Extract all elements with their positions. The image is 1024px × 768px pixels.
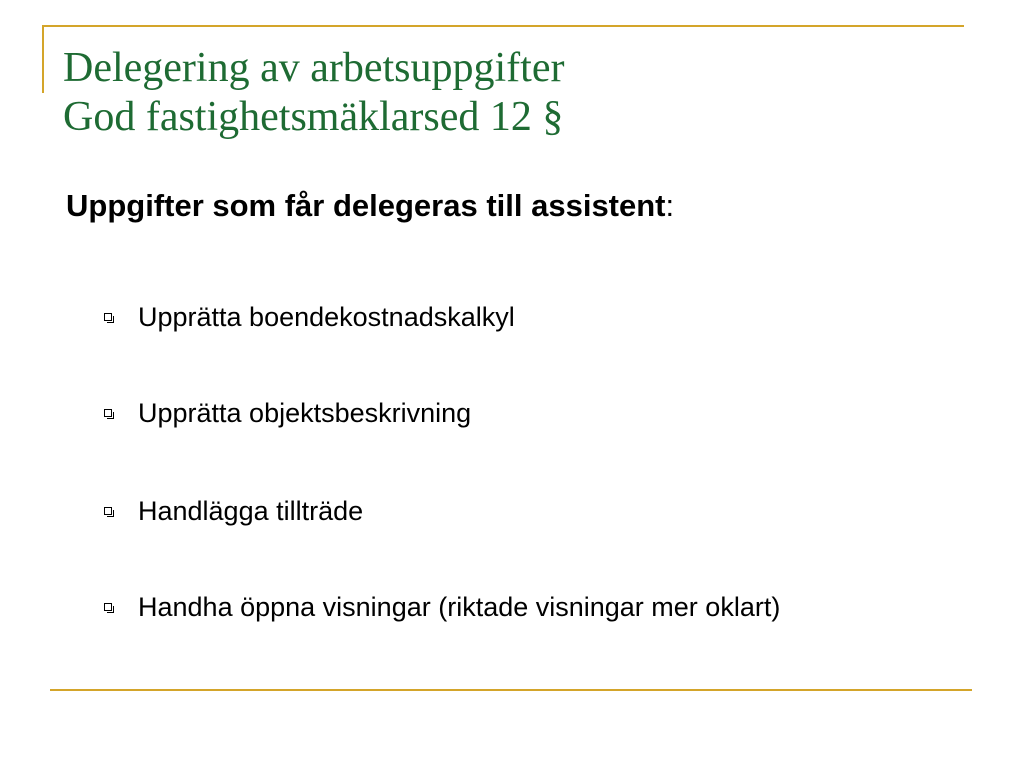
left-accent-rule	[42, 25, 44, 93]
hollow-square-icon	[104, 603, 112, 611]
list-item	[104, 300, 924, 334]
title-line-2: God fastighetsmäklarsed 12 §	[63, 94, 564, 140]
list-item	[104, 590, 924, 624]
bottom-accent-rule	[50, 689, 972, 691]
top-accent-rule	[42, 25, 964, 27]
list-item	[104, 494, 924, 528]
subheading-bold-text: Uppgifter som får delegeras till assistent	[66, 188, 666, 223]
hollow-square-icon	[104, 409, 112, 417]
list-item-text: Handha öppna visningar (riktade visningar mer oklart)	[138, 592, 781, 622]
subheading	[66, 186, 674, 226]
list-item	[104, 396, 924, 430]
hollow-square-icon	[104, 313, 112, 321]
title-line-1: Delegering av arbetsuppgifter	[63, 45, 565, 91]
hollow-square-icon	[104, 507, 112, 515]
list-item-text: Upprätta objektsbeskrivning	[138, 398, 472, 428]
subheading-colon: :	[665, 188, 675, 223]
slide-title	[63, 44, 963, 142]
list-item-text: Upprätta boendekostnadskalkyl	[138, 302, 515, 332]
list-item-text: Handlägga tillträde	[138, 496, 364, 526]
